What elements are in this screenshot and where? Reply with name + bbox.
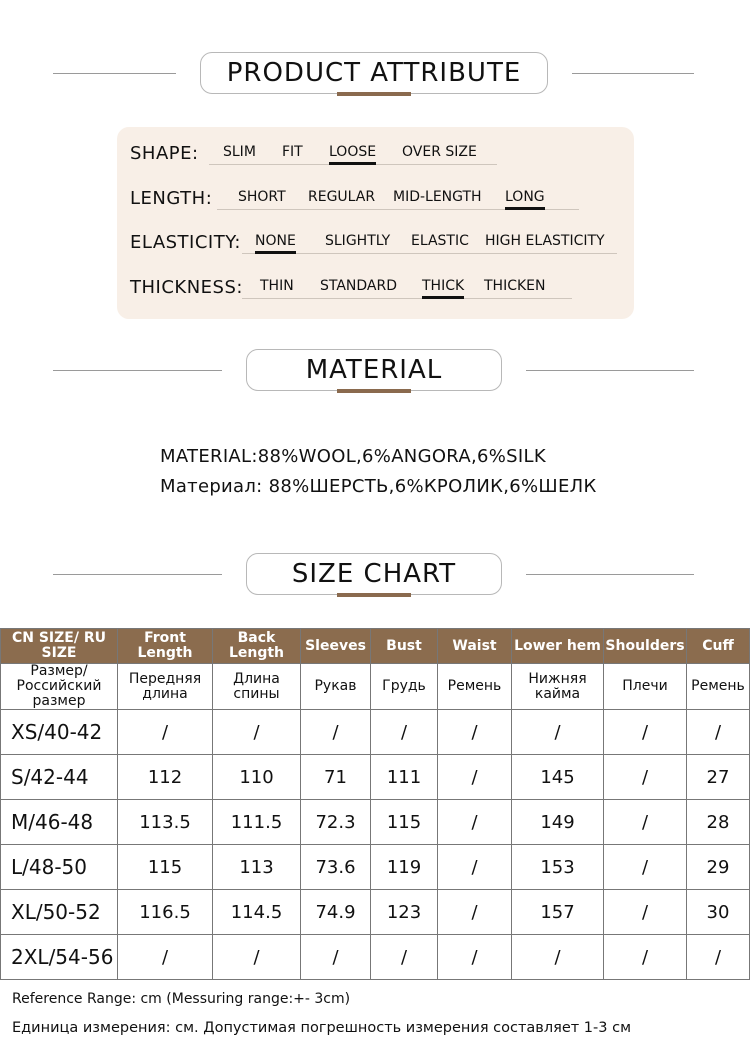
header-cell: Передняя длина <box>118 664 213 710</box>
measure-cell: / <box>604 710 687 755</box>
header-cell: Bust <box>371 629 438 664</box>
accent-bar <box>337 389 411 393</box>
measure-cell: / <box>604 800 687 845</box>
measure-cell: / <box>438 800 512 845</box>
option-mid-length: MID-LENGTH <box>393 189 482 205</box>
option-thicken: THICKEN <box>484 278 546 294</box>
measure-cell: / <box>213 710 301 755</box>
table-header-en <box>1 629 750 664</box>
attribute-row-length <box>117 186 634 216</box>
section-title-text: PRODUCT ATTRIBUTE <box>226 58 522 88</box>
measure-cell: 123 <box>371 890 438 935</box>
reference-note-en: Reference Range: cm (Messuring range:+- 3cm) <box>12 991 351 1007</box>
measure-cell: 119 <box>371 845 438 890</box>
measure-cell: 29 <box>687 845 750 890</box>
option-thin: THIN <box>260 278 294 294</box>
material-ru-label: Материал: <box>160 476 263 497</box>
header-cell: Front Length <box>118 629 213 664</box>
header-cell: Длина спины <box>213 664 301 710</box>
measure-cell: / <box>438 710 512 755</box>
measure-cell: 113 <box>213 845 301 890</box>
measure-cell: 111 <box>371 755 438 800</box>
measure-cell: 145 <box>512 755 604 800</box>
header-cell: Размер/ Российский размер <box>1 664 118 710</box>
measure-cell: / <box>371 935 438 980</box>
option-none-selected: NONE <box>255 233 296 249</box>
attribute-row-thickness <box>117 275 634 305</box>
measure-cell: 71 <box>301 755 371 800</box>
material-en-value: 88%WOOL,6%ANGORA,6%SILK <box>257 446 546 467</box>
option-long-selected: LONG <box>505 189 545 205</box>
table-row <box>1 755 750 800</box>
header-cell: CN SIZE/ RU SIZE <box>1 629 118 664</box>
measure-cell: / <box>687 710 750 755</box>
attribute-label: LENGTH: <box>130 188 213 209</box>
measure-cell: 115 <box>371 800 438 845</box>
material-heading <box>0 349 750 399</box>
option-high-elasticity: HIGH ELASTICITY <box>485 233 605 249</box>
header-cell: Ремень <box>438 664 512 710</box>
header-cell: Waist <box>438 629 512 664</box>
measure-cell: / <box>301 710 371 755</box>
size-cell: XL/50-52 <box>1 890 118 935</box>
header-cell: Ремень <box>687 664 750 710</box>
section-title <box>246 553 502 595</box>
measure-cell: / <box>438 845 512 890</box>
measure-cell: / <box>438 935 512 980</box>
measure-cell: 115 <box>118 845 213 890</box>
measure-cell: / <box>438 755 512 800</box>
table-row <box>1 710 750 755</box>
measure-cell: / <box>604 755 687 800</box>
attribute-underline <box>242 298 572 299</box>
attribute-row-shape <box>117 141 634 171</box>
material-ru <box>160 476 597 497</box>
measure-cell: 153 <box>512 845 604 890</box>
header-cell: Lower hem <box>512 629 604 664</box>
measure-cell: / <box>604 845 687 890</box>
attribute-label: ELASTICITY: <box>130 232 241 253</box>
measure-cell: 157 <box>512 890 604 935</box>
size-table <box>0 628 750 980</box>
measure-cell: 30 <box>687 890 750 935</box>
product-attribute-heading <box>0 52 750 102</box>
table-row <box>1 935 750 980</box>
size-cell: M/46-48 <box>1 800 118 845</box>
material-en <box>160 446 546 467</box>
section-title-text: SIZE CHART <box>291 559 457 589</box>
option-slightly: SLIGHTLY <box>325 233 391 249</box>
measure-cell: / <box>604 890 687 935</box>
attribute-row-elasticity <box>117 230 634 260</box>
measure-cell: / <box>438 890 512 935</box>
measure-cell: 27 <box>687 755 750 800</box>
measure-cell: / <box>213 935 301 980</box>
measure-cell: 113.5 <box>118 800 213 845</box>
header-cell: Cuff <box>687 629 750 664</box>
divider-right <box>526 370 694 371</box>
measure-cell: 112 <box>118 755 213 800</box>
measure-cell: 114.5 <box>213 890 301 935</box>
measure-cell: 149 <box>512 800 604 845</box>
header-cell: Плечи <box>604 664 687 710</box>
material-ru-value: 88%ШЕРСТЬ,6%КРОЛИК,6%ШЕЛК <box>268 476 597 497</box>
attribute-label: SHAPE: <box>130 143 199 164</box>
measure-cell: / <box>604 935 687 980</box>
material-en-label: MATERIAL: <box>160 446 258 467</box>
divider-left <box>53 370 222 371</box>
section-title <box>246 349 502 391</box>
table-row <box>1 845 750 890</box>
divider-left <box>53 574 222 575</box>
measure-cell: 28 <box>687 800 750 845</box>
measure-cell: / <box>118 710 213 755</box>
measure-cell: 110 <box>213 755 301 800</box>
divider-left <box>53 73 176 74</box>
header-cell: Рукав <box>301 664 371 710</box>
header-cell: Shoulders <box>604 629 687 664</box>
measure-cell: / <box>512 710 604 755</box>
measure-cell: / <box>512 935 604 980</box>
section-title <box>200 52 548 94</box>
option-short: SHORT <box>238 189 286 205</box>
measure-cell: / <box>301 935 371 980</box>
size-cell: 2XL/54-56 <box>1 935 118 980</box>
measure-cell: 72.3 <box>301 800 371 845</box>
header-cell: Sleeves <box>301 629 371 664</box>
option-standard: STANDARD <box>320 278 398 294</box>
section-title-text: MATERIAL <box>305 355 443 385</box>
divider-right <box>572 73 694 74</box>
reference-note-ru: Единица измерения: см. Допустимая погрешность измерения составляет 1-3 см <box>12 1020 632 1036</box>
header-cell: Нижняя кайма <box>512 664 604 710</box>
option-loose-selected: LOOSE <box>329 144 377 160</box>
header-cell: Грудь <box>371 664 438 710</box>
measure-cell: 74.9 <box>301 890 371 935</box>
measure-cell: 116.5 <box>118 890 213 935</box>
option-fit: FIT <box>282 144 303 160</box>
measure-cell: / <box>687 935 750 980</box>
measure-cell: / <box>118 935 213 980</box>
option-slim: SLIM <box>223 144 256 160</box>
measure-cell: 73.6 <box>301 845 371 890</box>
attribute-label: THICKNESS: <box>130 277 243 298</box>
option-regular: REGULAR <box>308 189 376 205</box>
attribute-panel <box>117 127 634 319</box>
table-row <box>1 890 750 935</box>
divider-right <box>526 574 694 575</box>
accent-bar <box>337 593 411 597</box>
option-over-size: OVER SIZE <box>402 144 477 160</box>
accent-bar <box>337 92 411 96</box>
size-cell: S/42-44 <box>1 755 118 800</box>
option-elastic: ELASTIC <box>411 233 469 249</box>
option-thick-selected: THICK <box>422 278 465 294</box>
table-row <box>1 800 750 845</box>
size-cell: XS/40-42 <box>1 710 118 755</box>
measure-cell: 111.5 <box>213 800 301 845</box>
table-header-ru <box>1 664 750 710</box>
header-cell: Back Length <box>213 629 301 664</box>
measure-cell: / <box>371 710 438 755</box>
size-cell: L/48-50 <box>1 845 118 890</box>
attribute-underline <box>242 253 617 254</box>
size-chart-heading <box>0 553 750 603</box>
